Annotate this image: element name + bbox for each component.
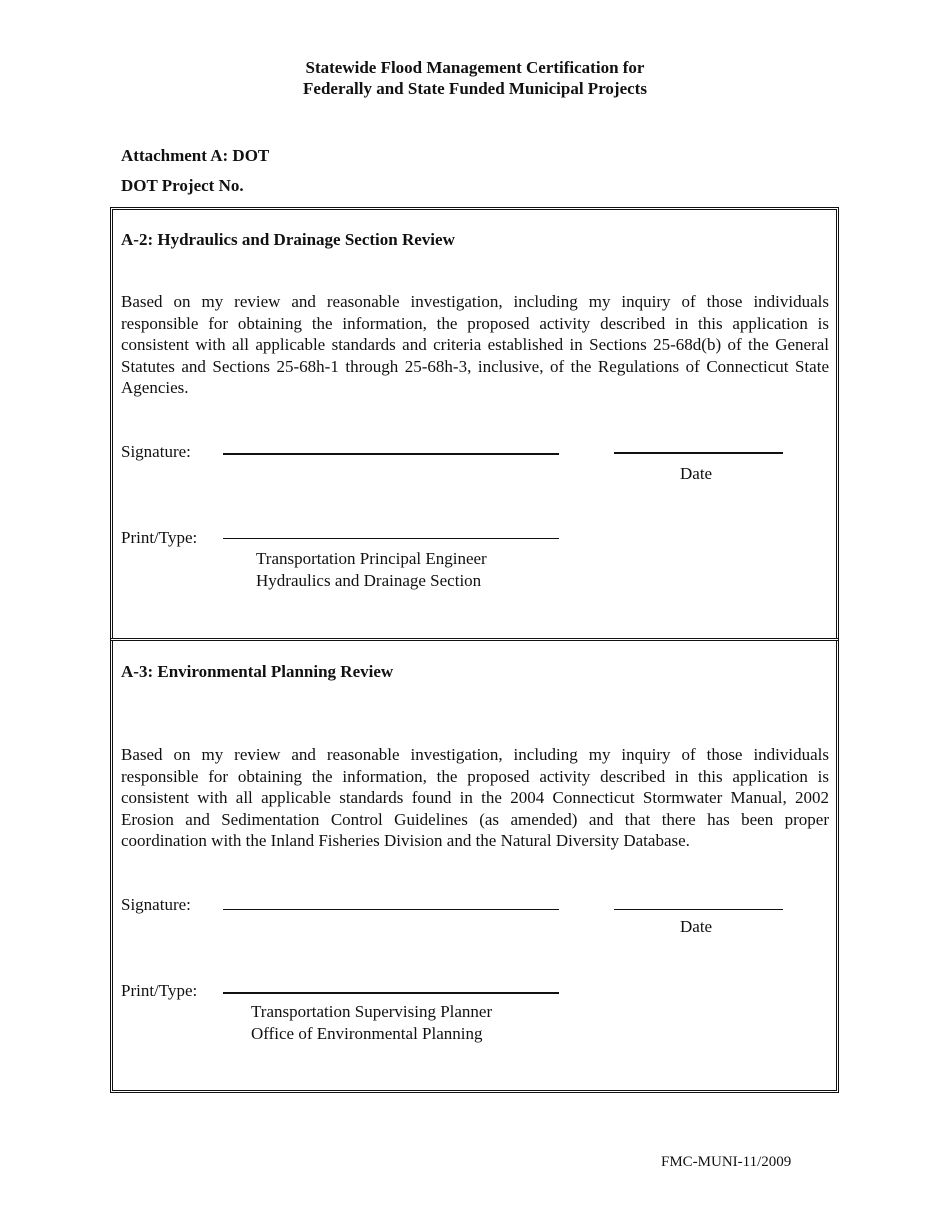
a2-signer-title	[256, 548, 487, 591]
title-line-1: Statewide Flood Management Certification for	[305, 58, 645, 77]
section-a2-body: Based on my review and reasonable investigation, including my inquiry of those individuals responsible for obtaining the information, the proposed activity described in this application is consistent with all applicable standards and criteria established in Sections 25-68d(b) of the General Statutes and Sections 25-68h-1 through 25-68h-3, inclusive, of the Regulations of Connecticut State Agencies.	[121, 292, 829, 398]
a2-date-label: Date	[680, 464, 713, 483]
section-a3-heading: A-3: Environmental Planning Review	[121, 662, 394, 681]
a2-signer-title-line-1: Transportation Principal Engineer	[256, 549, 487, 568]
a3-print-type-label: Print/Type:	[121, 981, 198, 1000]
a3-signature-label: Signature:	[121, 895, 191, 914]
section-a2-heading: A-2: Hydraulics and Drainage Section Review	[121, 230, 455, 249]
a3-signer-title-line-1: Transportation Supervising Planner	[251, 1002, 493, 1021]
a3-date-line[interactable]	[614, 909, 783, 910]
a3-date-label: Date	[680, 917, 713, 936]
a3-signer-title	[251, 1001, 492, 1044]
a2-print-type-line[interactable]	[223, 538, 559, 539]
attachment-label: Attachment A: DOT	[121, 146, 270, 165]
document-title	[0, 57, 950, 99]
a3-signature-line[interactable]	[223, 909, 559, 910]
a2-date-line[interactable]	[614, 452, 783, 454]
a2-signature-label: Signature:	[121, 442, 191, 461]
a2-signature-line[interactable]	[223, 453, 559, 455]
a2-print-type-label: Print/Type:	[121, 528, 198, 547]
title-line-2: Federally and State Funded Municipal Projects	[303, 79, 647, 98]
a3-signer-title-line-2: Office of Environmental Planning	[251, 1023, 483, 1043]
a2-signer-title-line-2: Hydraulics and Drainage Section	[256, 570, 482, 590]
a3-print-type-line[interactable]	[223, 992, 559, 994]
project-no-label: DOT Project No.	[121, 176, 244, 195]
section-a3-body: Based on my review and reasonable investigation, including my inquiry of those individuals responsible for obtaining the information, the proposed activity described in this application is consistent with all applicable standards found in the 2004 Connecticut Stormwater Manual, 2002 Erosion and Sedimentation Control Guidelines (as amended) and that there has been proper coordination with the Inland Fisheries Division and the Natural Diversity Database.	[121, 745, 829, 851]
form-code: FMC-MUNI-11/2009	[661, 1154, 792, 1170]
